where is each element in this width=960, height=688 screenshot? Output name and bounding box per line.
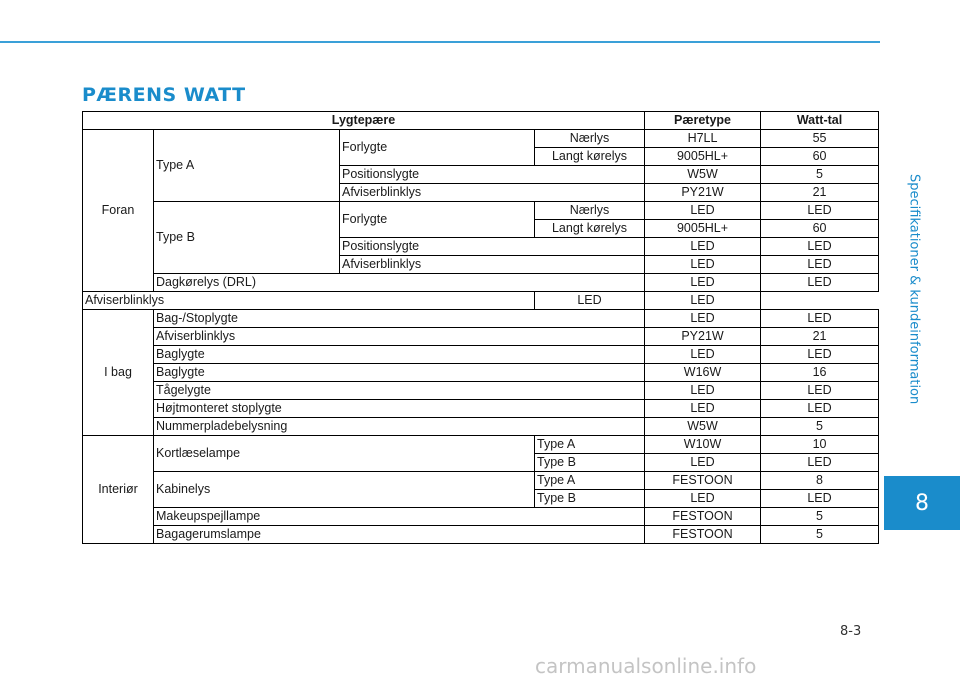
front-type-b: Type B <box>154 202 340 274</box>
cell-type: LED <box>535 292 645 310</box>
map-type-a: Type A <box>535 436 645 454</box>
cell-type: PY21W <box>645 184 761 202</box>
headlamp-b: Forlygte <box>340 202 535 238</box>
cell-type: LED <box>645 382 761 400</box>
position-b: Positionslygte <box>340 238 645 256</box>
bulb-wattage-table <box>82 111 879 544</box>
tail-lamp-1: Baglygte <box>154 346 645 364</box>
cell-type: W5W <box>645 418 761 436</box>
cell-watt: 5 <box>761 526 879 544</box>
table-row <box>83 508 879 526</box>
rear-indicator: Afviserblinklys <box>154 328 645 346</box>
cell-type: LED <box>645 454 761 472</box>
cell-watt: 5 <box>761 508 879 526</box>
front-indicator: Afviserblinklys <box>83 292 535 310</box>
high-mounted-stop: Højtmonteret stoplygte <box>154 400 645 418</box>
cell-watt: LED <box>761 454 879 472</box>
cabin-lamp: Kabinelys <box>154 472 535 508</box>
cell-watt: 5 <box>761 166 879 184</box>
low-beam-b: Nærlys <box>535 202 645 220</box>
cell-type: W16W <box>645 364 761 382</box>
vanity-lamp: Makeupspejllampe <box>154 508 645 526</box>
cell-type: 9005HL+ <box>645 220 761 238</box>
group-rear: I bag <box>83 310 154 436</box>
indicator-b: Afviserblinklys <box>340 256 645 274</box>
cell-watt: LED <box>761 382 879 400</box>
cell-type: LED <box>645 346 761 364</box>
cell-type: PY21W <box>645 328 761 346</box>
cabin-type-b: Type B <box>535 490 645 508</box>
table-row <box>83 436 879 454</box>
cell-type: 9005HL+ <box>645 148 761 166</box>
luggage-lamp: Bagagerumslampe <box>154 526 645 544</box>
group-interior: Interiør <box>83 436 154 544</box>
cell-watt: 8 <box>761 472 879 490</box>
cell-watt: LED <box>761 256 879 274</box>
cell-type: W10W <box>645 436 761 454</box>
indicator-a: Afviserblinklys <box>340 184 645 202</box>
cell-watt: 21 <box>761 184 879 202</box>
cell-type: LED <box>645 310 761 328</box>
cell-type: W5W <box>645 166 761 184</box>
cell-watt: LED <box>761 238 879 256</box>
cell-watt: LED <box>761 400 879 418</box>
low-beam-a: Nærlys <box>535 130 645 148</box>
cabin-type-a: Type A <box>535 472 645 490</box>
header-bulb: Lygtepære <box>83 112 645 130</box>
cell-type: FESTOON <box>645 526 761 544</box>
cell-watt: 60 <box>761 148 879 166</box>
position-a: Positionslygte <box>340 166 645 184</box>
table-row <box>83 292 879 310</box>
cell-type: LED <box>645 490 761 508</box>
table-row <box>83 202 879 220</box>
headlamp-a: Forlygte <box>340 130 535 166</box>
fog-lamp: Tågelygte <box>154 382 645 400</box>
front-type-a: Type A <box>154 130 340 202</box>
group-front: Foran <box>83 130 154 292</box>
cell-type: LED <box>645 274 761 292</box>
watermark: carmanualsonline.info <box>535 654 757 678</box>
table-row <box>83 346 879 364</box>
cell-watt: LED <box>761 346 879 364</box>
map-lamp: Kortlæselampe <box>154 436 535 472</box>
stop-lamp: Bag-/Stoplygte <box>154 310 645 328</box>
cell-watt: 60 <box>761 220 879 238</box>
table-row <box>83 328 879 346</box>
cell-watt: 55 <box>761 130 879 148</box>
high-beam-b: Langt kørelys <box>535 220 645 238</box>
table-row <box>83 418 879 436</box>
cell-watt: 5 <box>761 418 879 436</box>
cell-watt: LED <box>645 292 761 310</box>
header-bulb-type: Pæretype <box>645 112 761 130</box>
page-title: PÆRENS WATT <box>82 84 246 106</box>
cell-type: FESTOON <box>645 508 761 526</box>
chapter-number-tab: 8 <box>884 476 960 530</box>
cell-type: FESTOON <box>645 472 761 490</box>
table-row <box>83 310 879 328</box>
table-header-row <box>83 112 879 130</box>
cell-watt: LED <box>761 202 879 220</box>
table-row <box>83 472 879 490</box>
cell-type: LED <box>645 202 761 220</box>
cell-watt: LED <box>761 274 879 292</box>
table-row <box>83 400 879 418</box>
table-row <box>83 382 879 400</box>
cell-watt: 16 <box>761 364 879 382</box>
table-row <box>83 274 879 292</box>
drl: Dagkørelys (DRL) <box>154 274 645 292</box>
cell-watt: 21 <box>761 328 879 346</box>
cell-type: LED <box>645 256 761 274</box>
cell-type: H7LL <box>645 130 761 148</box>
table-row <box>83 130 879 148</box>
chapter-side-label: Specifikationer & kundeinformation <box>906 173 922 405</box>
tail-lamp-2: Baglygte <box>154 364 645 382</box>
cell-type: LED <box>645 238 761 256</box>
page-number: 8-3 <box>840 624 862 639</box>
table-row <box>83 364 879 382</box>
cell-type: LED <box>645 400 761 418</box>
cell-watt: 10 <box>761 436 879 454</box>
high-beam-a: Langt kørelys <box>535 148 645 166</box>
map-type-b: Type B <box>535 454 645 472</box>
cell-watt: LED <box>761 490 879 508</box>
table-row <box>83 526 879 544</box>
plate-lamp: Nummerpladebelysning <box>154 418 645 436</box>
header-watt: Watt-tal <box>761 112 879 130</box>
cell-watt: LED <box>761 310 879 328</box>
top-rule <box>0 41 880 43</box>
